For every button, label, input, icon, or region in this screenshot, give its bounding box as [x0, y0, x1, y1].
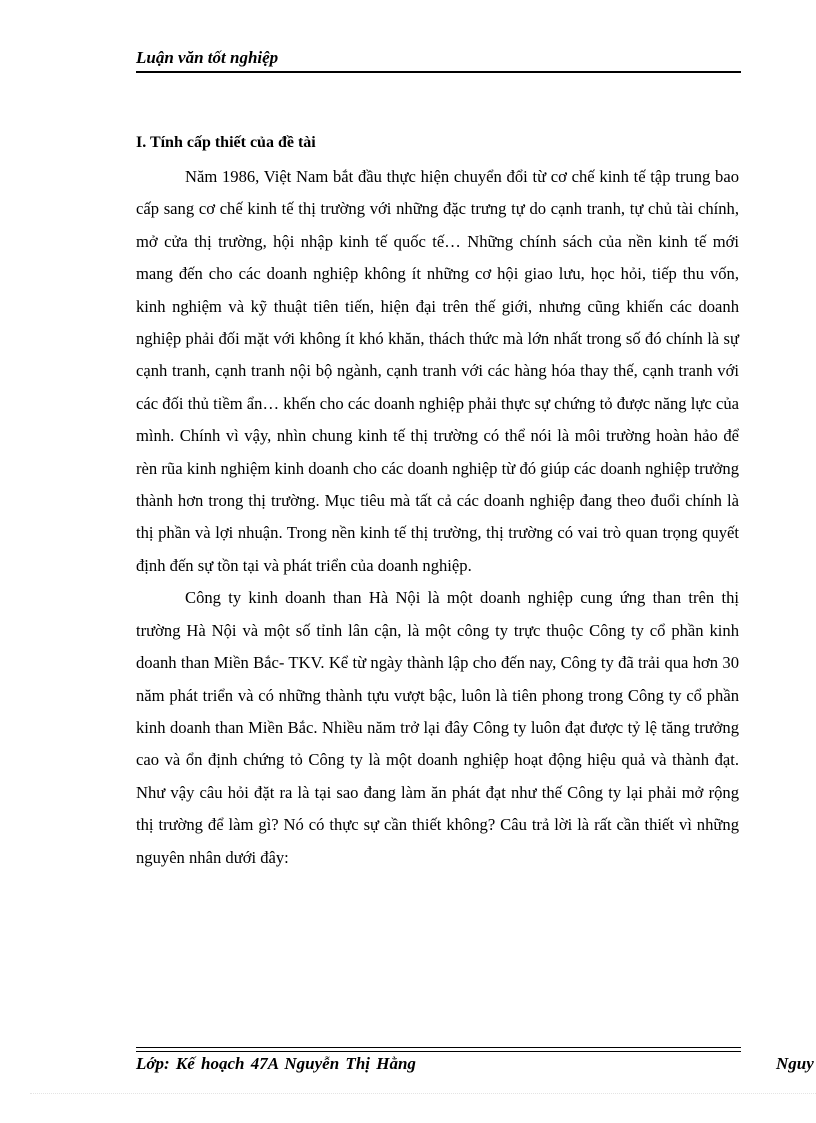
footer-rule — [136, 1051, 741, 1052]
footer-class-author: Lớp: Kế hoạch 47A Nguyễn Thị Hằng — [136, 1054, 416, 1073]
page-bottom-edge — [30, 1093, 816, 1094]
paragraph: Năm 1986, Việt Nam bắt đầu thực hiện chuyển đổi từ cơ chế kinh tế tập trung bao cấp sang cơ chế kinh tế thị trường với những đặc trưng tự do cạnh tranh, tự chủ tài chính, mở cửa thị trường, hội nhập kinh tế quốc tế… Những chính sách của nền kinh tế mới mang đến cho các doanh nghiệp không ít những cơ hội giao lưu, học hỏi, tiếp thu vốn, kinh nghiệm và kỹ thuật tiên tiến, hiện đại trên thế giới, nhưng cũng khiến các doanh nghiệp phải đối mặt với không ít khó khăn, thách thức mà lớn nhất trong số đó chính là sự cạnh tranh, cạnh tranh nội bộ ngành, cạnh tranh với các hàng hóa thay thế, cạnh tranh với các đối thủ tiềm ẩn… khến cho các doanh nghiệp phải thực sự chứng tỏ được năng lực của mình. Chính vì vậy, nhìn chung kinh tế thị trường có thể nói là môi trường hoàn hảo để rèn rũa kinh nghiệm kinh doanh cho các doanh nghiệp từ đó giúp các doanh nghiệp trưởng thành hơn trong thị trường. Mục tiêu mà tất cả các doanh nghiệp đang theo đuổi chính là thị phần và lợi nhuận. Trong nền kinh tế thị trường, thị trường có vai trò quan trọng quyết định đến sự tồn tại và phát triển của doanh nghiệp. — [136, 167, 739, 575]
section-heading: I. Tính cấp thiết của đề tài — [136, 134, 316, 151]
footer-author-cut: Nguy — [776, 1054, 814, 1073]
footer-rule — [136, 1047, 741, 1048]
header-rule — [136, 71, 741, 73]
paragraph: Công ty kinh doanh than Hà Nội là một doanh nghiệp cung ứng than trên thị trường Hà Nội và một số tỉnh lân cận, là một công ty trực thuộc Công ty cổ phần kinh doanh than Miền Bắc- TKV. Kể từ ngày thành lập cho đến nay, Công ty đã trải qua hơn 30 năm phát triển và có những thành tựu vượt bậc, luôn là tiên phong trong Công ty cổ phần kinh doanh than Miền Bắc. Nhiều năm trở lại đây Công ty luôn đạt được tỷ lệ tăng trưởng cao và ổn định chứng tỏ Công ty là một doanh nghiệp hoạt động hiệu quả và thành đạt. Như vậy câu hỏi đặt ra là tại sao đang làm ăn phát đạt như thế Công ty lại phải mở rộng thị trường để làm gì? Nó có thực sự cần thiết không? Câu trả lời là rất cần thiết vì những nguyên nhân dưới đây: — [136, 588, 739, 867]
page-header-title: Luận văn tốt nghiệp — [136, 48, 279, 67]
body-text — [136, 161, 739, 874]
